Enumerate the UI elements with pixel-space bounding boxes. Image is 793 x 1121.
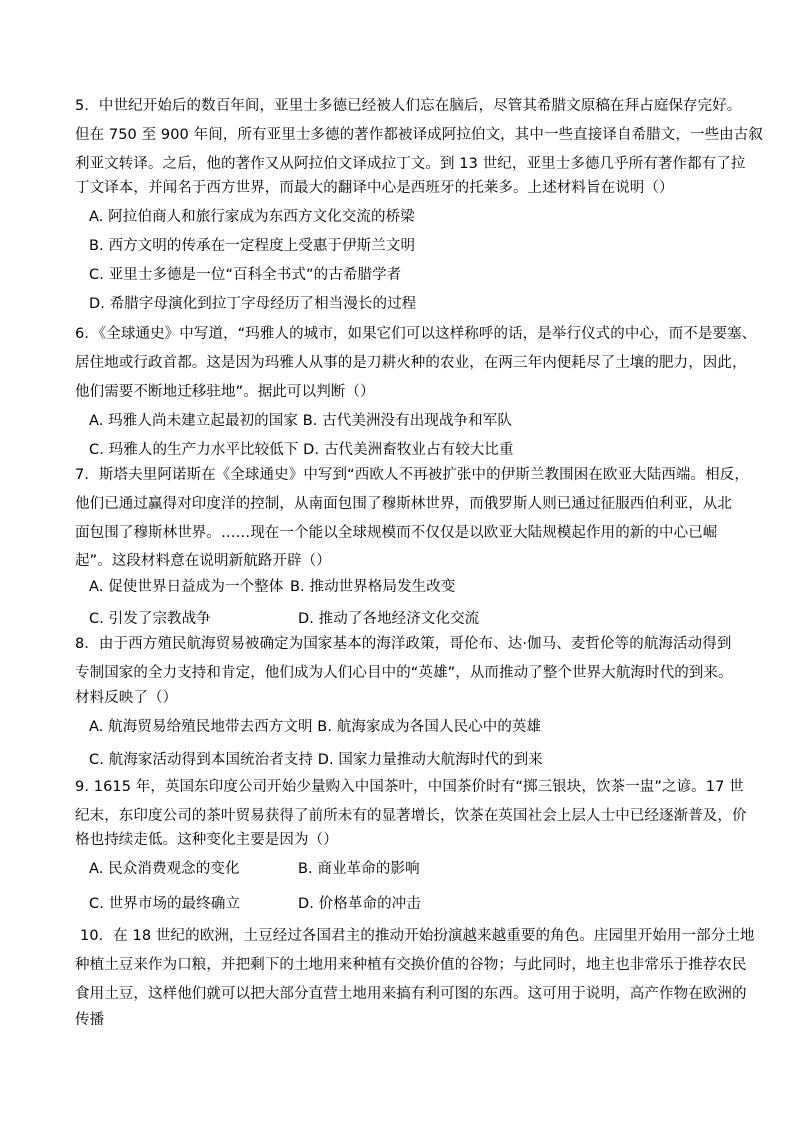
option-c[interactable]: C. 亚里士多德是一位“百科全书式”的古希腊学者 xyxy=(89,267,402,283)
question-text-line: 起”。这段材料意在说明新航路开辟（） xyxy=(75,553,331,569)
question-text-line: 纪末，东印度公司的茶叶贸易获得了前所未有的显著增长，饮茶在英国社会上层人士中已经逐渐普及，价 xyxy=(75,808,747,824)
option-b[interactable]: B. 西方文明的传承在一定程度上受惠于伊斯兰文明 xyxy=(89,238,416,254)
option-a[interactable]: A. 阿拉伯商人和旅行家成为东西方文化交流的桥梁 xyxy=(89,209,415,225)
question-text-line: 丁文译本，并闻名于西方世界，而最大的翻译中心是西班牙的托莱多。上述材料旨在说明（） xyxy=(75,180,674,196)
option-d[interactable]: D. 推动了各地经济文化交流 xyxy=(298,611,480,627)
option-a[interactable]: A. 促使世界日益成为一个整体 xyxy=(89,579,284,595)
question-text-line: 传播 xyxy=(75,1012,105,1028)
question-text-line: 材料反映了（） xyxy=(75,690,178,706)
option-cd[interactable]: C. 航海家活动得到本国统治者支持 D. 国家力量推动大航海时代的到来 xyxy=(89,752,543,768)
option-c[interactable]: C. 引发了宗教战争 xyxy=(89,611,211,627)
question-text-line: 他们已通过赢得对印度洋的控制，从南面包围了穆斯林世界，而俄罗斯人则已通过征服西伯利亚，从北 xyxy=(75,496,732,512)
option-d[interactable]: D. 希腊字母演化到拉丁字母经历了相当漫长的过程 xyxy=(89,296,417,312)
option-c[interactable]: C. 世界市场的最终确立 xyxy=(89,896,241,912)
question-text-line: 格也持续走低。这种变化主要是因为（） xyxy=(75,832,338,848)
question-text-line: 面包围了穆斯林世界。……现在一个能以全球规模而不仅仅是以欧亚大陆规模起作用的新的中心已崛 xyxy=(75,525,718,541)
question-text-line: 5．中世纪开始后的数百年间，亚里士多德已经被人们忘在脑后，尽管其希腊文原稿在拜占庭保存完好。 xyxy=(75,98,742,114)
option-ab[interactable]: A. 航海贸易给殖民地带去西方文明 B. 航海家成为各国人民心中的英雄 xyxy=(89,719,542,735)
option-ab[interactable]: A. 玛雅人尚未建立起最初的国家 B. 古代美洲没有出现战争和军队 xyxy=(89,413,512,429)
option-b[interactable]: B. 推动世界格局发生改变 xyxy=(290,579,456,595)
option-b[interactable]: B. 商业革命的影响 xyxy=(298,861,420,877)
question-text-line: 10．在 18 世纪的欧洲，土豆经过各国君主的推动开始扮演越来越重要的角色。庄园里开始用一部分土地 xyxy=(80,928,755,944)
question-text-line: 专制国家的全力支持和肯定，他们成为人们心目中的“英雄”，从而推动了整个世界大航海时代的到来。 xyxy=(75,665,733,681)
question-text-line: 利亚文转译。之后，他的著作又从阿拉伯文译成拉丁文。到 13 世纪，亚里士多德几乎所有著作都有了拉 xyxy=(75,156,746,172)
question-text-line: 7．斯塔夫里阿诺斯在《全球通史》中写到“西欧人不再被扩张中的伊斯兰教围困在欧亚大陆西端。相反， xyxy=(75,467,749,483)
question-text-line: 但在 750 至 900 年间，所有亚里士多德的著作都被译成阿拉伯文，其中一些直接译自希腊文，一些由古叙 xyxy=(75,127,763,143)
option-d[interactable]: D. 价格革命的冲击 xyxy=(298,896,421,912)
question-text-line: 8．由于西方殖民航海贸易被确定为国家基本的海洋政策，哥伦布、达·伽马、麦哲伦等的航海活动得到 xyxy=(75,636,732,652)
question-text-line: 食用土豆，这样他们就可以把大部分直营土地用来搞有利可图的东西。这可用于说明，高产作物在欧洲的 xyxy=(75,986,747,1002)
question-text-line: 居住地或行政首都。这是因为玛雅人从事的是刀耕火种的农业，在两三年内便耗尽了土壤的肥力，因此， xyxy=(75,355,747,371)
question-text-line: 9. 1615 年，英国东印度公司开始少量购入中国茶叶，中国茶价时有“掷三银块，饮茶一盅”之谚。17 世 xyxy=(75,779,744,795)
question-text-line: 种植土豆来作为口粮，并把剩下的土地用来种植有交换价值的谷物；与此同时，地主也非常乐于推荐农民 xyxy=(75,957,747,973)
question-text-line: 他们需要不断地迁移驻地”。据此可以判断（） xyxy=(75,384,375,400)
option-cd[interactable]: C. 玛雅人的生产力水平比较低下 D. 古代美洲畜牧业占有较大比重 xyxy=(89,442,514,458)
question-text-line: 6．《全球通史》中写道，“玛雅人的城市，如果它们可以这样称呼的话，是举行仪式的中心，而不是要塞、 xyxy=(75,326,757,342)
option-a[interactable]: A. 民众消费观念的变化 xyxy=(89,861,240,877)
